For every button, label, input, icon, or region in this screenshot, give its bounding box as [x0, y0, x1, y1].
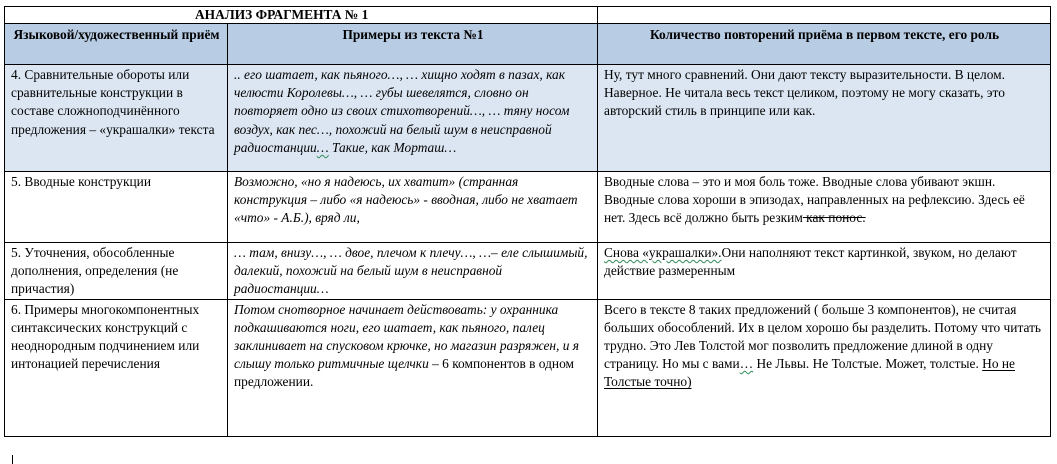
table-title: АНАЛИЗ ФРАГМЕНТА № 1	[5, 7, 598, 24]
table-row	[5, 299, 1051, 436]
device-cell: 5. Вводные конструкции	[5, 172, 228, 243]
device-cell: 6. Примеры многокомпонентных синтаксических конструкций с неоднородным подчинением или интонацией перечисления	[5, 299, 228, 436]
text-cursor	[12, 455, 13, 464]
role-squiggle-text: Снова «украшалки».	[604, 245, 722, 260]
examples-cell: … там, внизу…, … двое, плечом к плечу…, …– еле слышимый, далекий, похожий на белый шум в неисправной радиостанции…	[228, 243, 598, 300]
role-underlined-text: Но не Толстые точно)	[604, 356, 1015, 390]
examples-plain-text: – 6 компонентов в одном предложении.	[234, 356, 574, 390]
role-cell	[598, 243, 1051, 300]
role-struck-text: как понос.	[802, 210, 866, 226]
header-role: Количество повторений приёма в первом тексте, его роль	[598, 24, 1051, 65]
role-cell	[598, 299, 1051, 436]
examples-cell	[228, 65, 598, 172]
title-row	[5, 7, 1051, 24]
examples-tail-text: Такие, как Морташ…	[328, 139, 457, 155]
title-empty-cell	[598, 7, 1051, 24]
examples-squiggle-text: …	[316, 139, 329, 155]
role-text: Они наполняют текст картинкой, звуком, но делают действие размеренным	[604, 245, 1017, 279]
role-mid-text: Не Львы. Не Толстые. Может, толстые.	[753, 356, 983, 372]
header-device: Языковой/художественный приём	[5, 24, 228, 65]
role-text: Вводные слова – это и моя боль тоже. Вводные слова убивают экшн. Вводные слова хороши в эпизодах, направленных на рефлексию. Здесь её нет. Здесь всё должно быть резким	[604, 174, 1025, 226]
examples-cell	[228, 299, 598, 436]
analysis-table	[4, 6, 1051, 437]
role-cell	[598, 172, 1051, 243]
header-examples: Примеры из текста №1	[228, 24, 598, 65]
table-row	[5, 172, 1051, 243]
table-row	[5, 65, 1051, 172]
header-row	[5, 24, 1051, 65]
device-cell: 5. Уточнения, обособленные дополнения, определения (не причастия)	[5, 243, 228, 300]
table-row	[5, 243, 1051, 300]
role-cell: Ну, тут много сравнений. Они дают тексту выразительности. В целом. Наверное. Не читала весь текст целиком, поэтому не могу сказать, это авторский стиль в принципе или как.	[598, 65, 1051, 172]
examples-text: .. его шатает, как пьяного…, … хищно ходят в пазах, как челюсти Королевы…, … губы шевелятся, словно он повторяет одно из своих стихотворений…, … тяну носом воздух, как пес…, похожий на белый шум в неисправной радиостанции	[234, 67, 570, 155]
examples-cell: Возможно, «но я надеюсь, их хватит» (странная конструкция – либо «я надеюсь» - вводная, либо не хватает «что» - А.Б.), вряд ли,	[228, 172, 598, 243]
role-text: Всего в тексте 8 таких предложений ( больше 3 компонентов), не считая больших обособлений. Их в целом хорошо бы разделить. Потому что читать трудно. Это Лев Толстой мог позволить предложение длиной в одну страницу. Но мы с вами	[604, 301, 1042, 372]
device-cell: 4. Сравнительные обороты или сравнительные конструкции в составе сложноподчинённого предложения – «украшалки» текста	[5, 65, 228, 172]
role-squiggle-text: …	[739, 356, 754, 372]
examples-text: Потом снотворное начинает действовать: у охранника подкашиваются ноги, его шатает, как пьяного, палец заклинивает на спусковом крючке, но магазин разряжен, и я слышу только ритмичные щелчки	[234, 301, 580, 372]
